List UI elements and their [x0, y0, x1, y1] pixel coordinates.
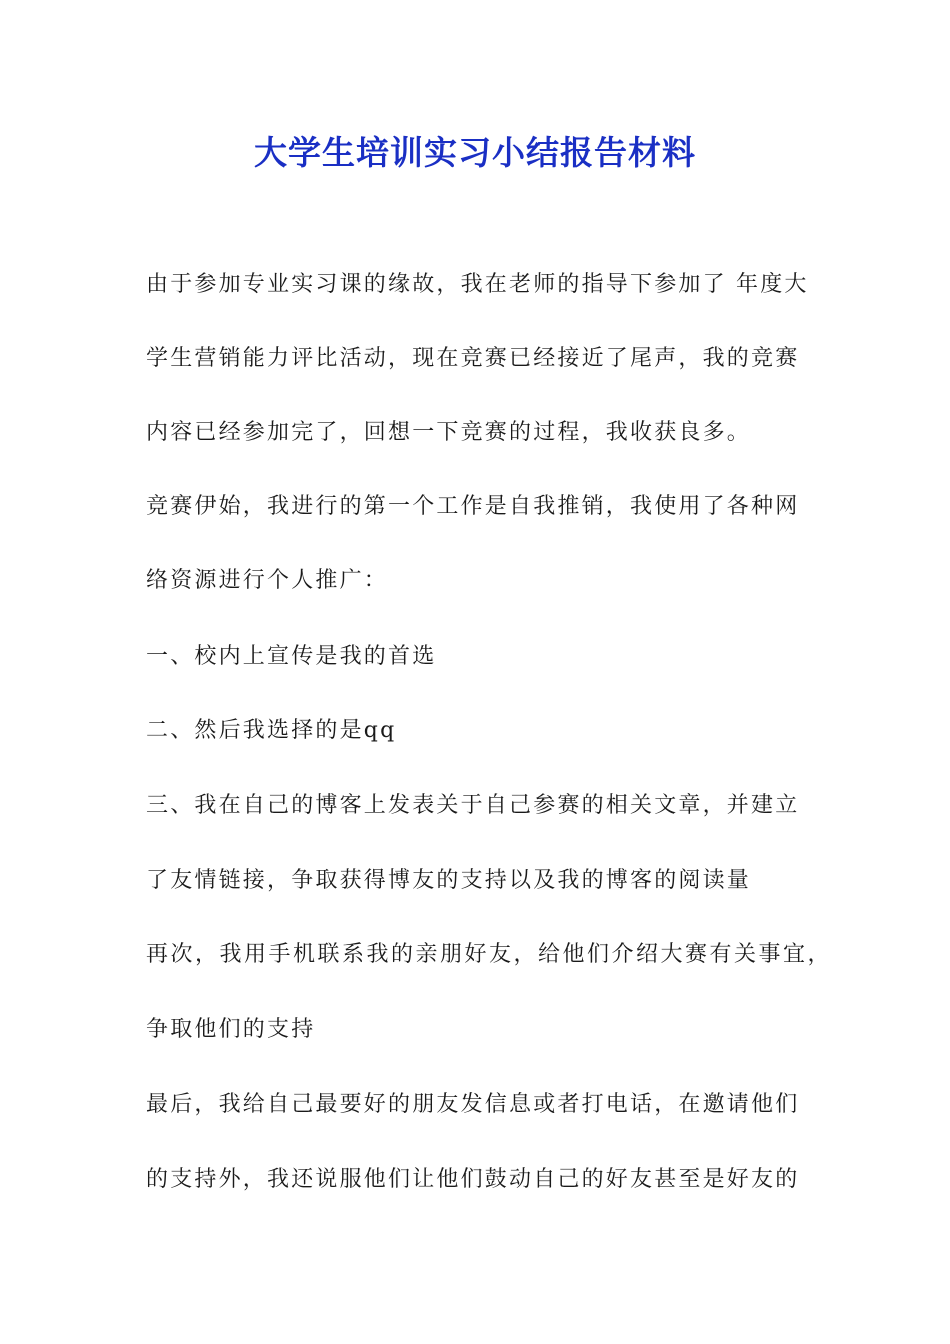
body-line: 由于参加专业实习课的缘故，我在老师的指导下参加了 年度大 — [146, 272, 809, 297]
body-line: 竞赛伊始，我进行的第一个工作是自我推销，我使用了各种网 — [146, 494, 800, 519]
body-line: 内容已经参加完了，回想一下竞赛的过程，我收获良多。 — [146, 420, 752, 445]
body-line: 一、校内上宣传是我的首选 — [146, 644, 437, 669]
body-line: 二、然后我选择的是qq — [146, 718, 397, 743]
body-line: 络资源进行个人推广： — [146, 568, 389, 593]
body-line: 再次，我用手机联系我的亲朋好友，给他们介绍大赛有关事宜， — [146, 942, 833, 967]
body-line: 三、我在自己的博客上发表关于自己参赛的相关文章，并建立 — [146, 793, 800, 818]
body-line: 学生营销能力评比活动，现在竞赛已经接近了尾声，我的竞赛 — [146, 346, 800, 371]
document-title: 大学生培训实习小结报告材料 — [254, 133, 696, 172]
body-line: 最后，我给自己最要好的朋友发信息或者打电话，在邀请他们 — [146, 1092, 800, 1117]
body-line: 争取他们的支持 — [146, 1017, 316, 1042]
body-line: 了友情链接，争取获得博友的支持以及我的博客的阅读量 — [146, 868, 752, 893]
body-line: 的支持外，我还说服他们让他们鼓动自己的好友甚至是好友的 — [146, 1167, 800, 1192]
